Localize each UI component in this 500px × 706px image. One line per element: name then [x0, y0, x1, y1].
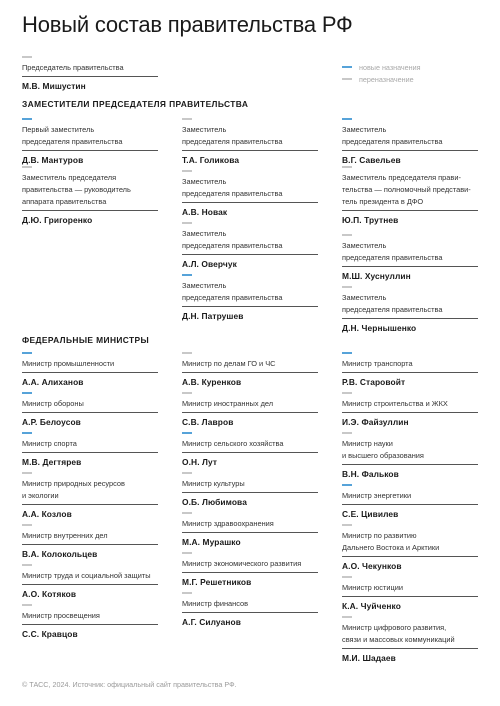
status-marker [342, 576, 352, 578]
entry-name: Д.В. Мантуров [22, 155, 84, 165]
minister-entry [22, 604, 158, 640]
legend-label-reassigned: переназначение [359, 74, 414, 84]
entry-name: Д.Ю. Григоренко [22, 215, 93, 225]
minister-entry [342, 352, 478, 388]
entry-name: О.Б. Любимова [182, 497, 247, 507]
entry-name: М.И. Шадаев [342, 653, 396, 663]
deputy-entry [342, 286, 478, 334]
entry-role: Заместитель председателя правительства [182, 280, 318, 307]
minister-entry [342, 484, 478, 520]
deputy-entry [182, 118, 318, 166]
entry-name: В.Н. Фальков [342, 469, 399, 479]
deputy-entry [22, 118, 158, 166]
status-marker [182, 170, 192, 172]
minister-entry [342, 524, 478, 572]
entry-name: Д.Н. Патрушев [182, 311, 244, 321]
minister-entry [22, 432, 158, 468]
status-marker [342, 392, 352, 394]
minister-entry [22, 392, 158, 428]
status-marker [182, 118, 192, 120]
chair-entry [22, 56, 158, 92]
minister-entry [182, 592, 318, 628]
entry-name: О.Н. Лут [182, 457, 218, 467]
minister-entry [342, 616, 478, 664]
deputy-entry [342, 118, 478, 166]
entry-role: Министр просвещения [22, 610, 158, 625]
deputy-entry [182, 170, 318, 218]
status-marker [22, 166, 32, 168]
entry-name: И.Э. Файзуллин [342, 417, 409, 427]
minister-entry [182, 512, 318, 548]
status-marker [22, 604, 32, 606]
entry-role: Министр культуры [182, 478, 318, 493]
entry-role: Министр экономического развития [182, 558, 318, 573]
minister-entry [342, 576, 478, 612]
entry-name: А.Г. Силуанов [182, 617, 241, 627]
status-marker [22, 118, 32, 120]
entry-name: М.Ш. Хуснуллин [342, 271, 411, 281]
entry-role: Министр промышленности [22, 358, 158, 373]
entry-role: Заместитель председателя правительства [182, 228, 318, 255]
source-footer: © ТАСС, 2024. Источник: официальный сайт правительства РФ. [22, 680, 237, 689]
status-marker [342, 524, 352, 526]
entry-name: А.В. Куренков [182, 377, 242, 387]
entry-role: Заместитель председателя правительства [342, 292, 478, 319]
status-marker [182, 552, 192, 554]
deputy-entry [182, 222, 318, 270]
status-marker [182, 274, 192, 276]
entry-role: Министр иностранных дел [182, 398, 318, 413]
entry-name: А.В. Новак [182, 207, 228, 217]
entry-role: Министр науки и высшего образования [342, 438, 478, 465]
status-marker [342, 352, 352, 354]
status-marker [22, 56, 32, 58]
entry-role: Министр финансов [182, 598, 318, 613]
status-marker [342, 118, 352, 120]
entry-name: М.В. Мишустин [22, 81, 86, 91]
status-marker [342, 616, 352, 618]
status-marker [182, 352, 192, 354]
entry-name: А.А. Алиханов [22, 377, 84, 387]
status-marker [342, 286, 352, 288]
status-marker [182, 432, 192, 434]
entry-name: М.А. Мурашко [182, 537, 241, 547]
entry-name: А.Л. Оверчук [182, 259, 237, 269]
entry-role: Заместитель председателя правительства [182, 124, 318, 151]
entry-name: В.А. Колокольцев [22, 549, 98, 559]
status-marker [342, 484, 352, 486]
deputy-entry [342, 166, 478, 226]
entry-name: А.Р. Белоусов [22, 417, 81, 427]
legend-swatch-new [342, 66, 352, 68]
entry-role: Первый заместитель председателя правительства [22, 124, 158, 151]
entry-role: Министр обороны [22, 398, 158, 413]
status-marker [22, 432, 32, 434]
minister-entry [182, 352, 318, 388]
minister-entry [182, 432, 318, 468]
minister-entry [22, 564, 158, 600]
minister-entry [182, 392, 318, 428]
entry-name: Т.А. Голикова [182, 155, 240, 165]
entry-role: Заместитель председателя правительства [342, 124, 478, 151]
entry-name: А.О. Чекунков [342, 561, 402, 571]
entry-role: Министр внутренних дел [22, 530, 158, 545]
entry-role: Министр энергетики [342, 490, 478, 505]
entry-role: Министр по развитию Дальнего Востока и Арктики [342, 530, 478, 557]
deputies-section-title: ЗАМЕСТИТЕЛИ ПРЕДСЕДАТЕЛЯ ПРАВИТЕЛЬСТВА [22, 99, 249, 109]
deputy-entry [342, 234, 478, 282]
status-marker [22, 352, 32, 354]
entry-role: Министр сельского хозяйства [182, 438, 318, 453]
minister-entry [342, 392, 478, 428]
minister-entry [342, 432, 478, 480]
deputy-entry [22, 166, 158, 226]
status-marker [22, 524, 32, 526]
entry-name: А.О. Котяков [22, 589, 77, 599]
status-marker [342, 166, 352, 168]
entry-role: Министр строительства и ЖКХ [342, 398, 478, 413]
status-marker [182, 392, 192, 394]
status-marker [22, 564, 32, 566]
entry-name: Д.Н. Чернышенко [342, 323, 417, 333]
status-marker [342, 234, 352, 236]
entry-name: М.В. Дегтярев [22, 457, 82, 467]
entry-name: Ю.П. Трутнев [342, 215, 399, 225]
entry-role: Министр природных ресурсов и экологии [22, 478, 158, 505]
status-marker [182, 472, 192, 474]
entry-name: С.В. Лавров [182, 417, 234, 427]
entry-role: Министр транспорта [342, 358, 478, 373]
entry-name: К.А. Чуйченко [342, 601, 401, 611]
status-marker [182, 592, 192, 594]
entry-name: С.С. Кравцов [22, 629, 78, 639]
status-marker [182, 512, 192, 514]
deputy-entry [182, 274, 318, 322]
entry-name: М.Г. Решетников [182, 577, 252, 587]
entry-role: Председатель правительства [22, 62, 158, 77]
minister-entry [182, 472, 318, 508]
legend-swatch-reassigned [342, 78, 352, 80]
entry-role: Заместитель председателя правительства — руководитель аппарата правительства [22, 172, 158, 211]
legend-new [342, 61, 421, 73]
entry-name: А.А. Козлов [22, 509, 72, 519]
legend [342, 61, 421, 85]
status-marker [182, 222, 192, 224]
minister-entry [182, 552, 318, 588]
minister-entry [22, 524, 158, 560]
status-marker [22, 392, 32, 394]
entry-role: Министр юстиции [342, 582, 478, 597]
page-title: Новый состав правительства РФ [22, 12, 353, 37]
entry-name: В.Г. Савельев [342, 155, 401, 165]
legend-reassigned [342, 73, 421, 85]
minister-entry [22, 352, 158, 388]
entry-name: С.Е. Цивилев [342, 509, 399, 519]
entry-role: Министр цифрового развития, связи и массовых коммуникаций [342, 622, 478, 649]
status-marker [342, 432, 352, 434]
entry-role: Заместитель председателя правительства [342, 240, 478, 267]
entry-role: Заместитель председателя правительства [182, 176, 318, 203]
entry-role: Министр по делам ГО и ЧС [182, 358, 318, 373]
status-marker [22, 472, 32, 474]
entry-name: Р.В. Старовойт [342, 377, 406, 387]
minister-entry [22, 472, 158, 520]
entry-role: Министр труда и социальной защиты [22, 570, 158, 585]
entry-role: Министр спорта [22, 438, 158, 453]
ministers-section-title: ФЕДЕРАЛЬНЫЕ МИНИСТРЫ [22, 335, 150, 345]
entry-role: Министр здравоохранения [182, 518, 318, 533]
entry-role: Заместитель председателя прави- тельства — полномочный представи- тель президента в ДФО [342, 172, 478, 211]
legend-label-new: новые назначения [359, 62, 421, 72]
